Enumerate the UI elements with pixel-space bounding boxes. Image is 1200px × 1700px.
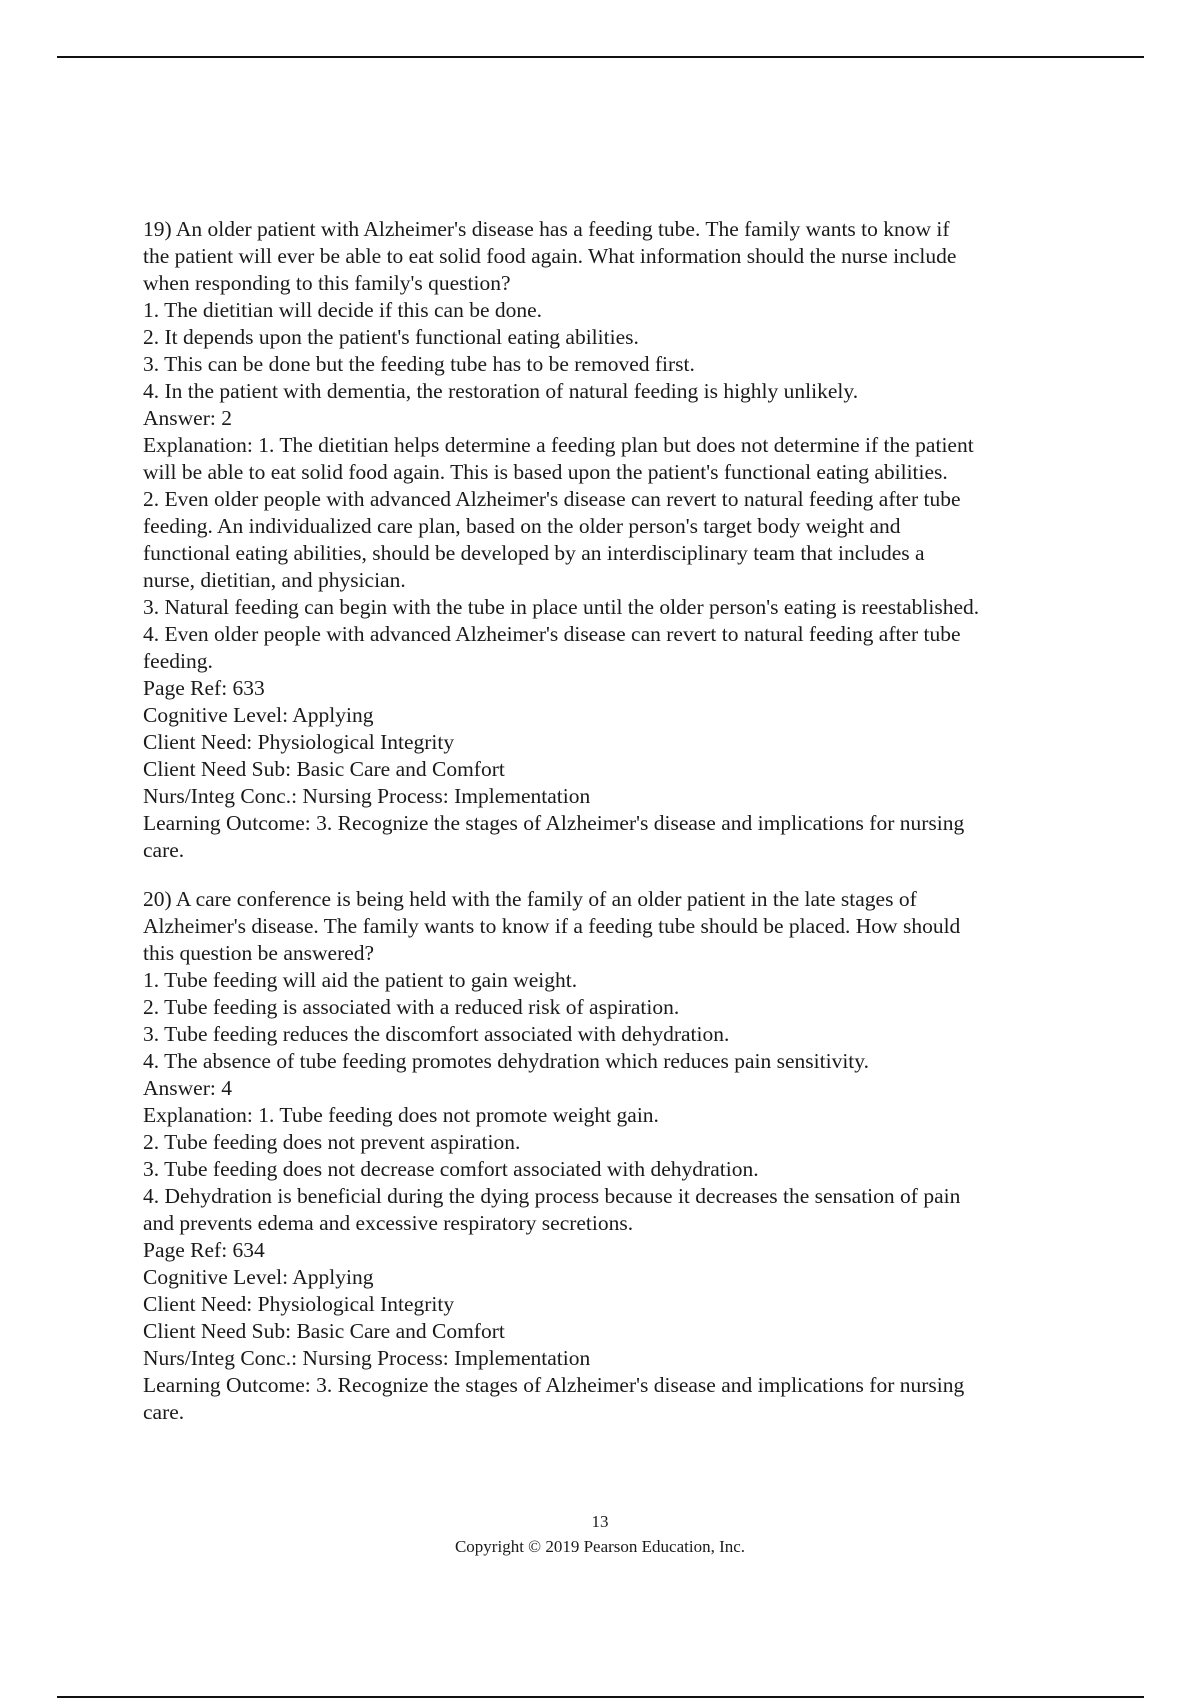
answer-option: 4. The absence of tube feeding promotes dehydration which reduces pain sensitivity. (143, 1049, 870, 1073)
meta-line: Page Ref: 633 (143, 676, 265, 700)
answer-key: Answer: 2 (143, 406, 232, 430)
answer-option: 1. The dietitian will decide if this can be done. (143, 298, 543, 322)
meta-line: Client Need Sub: Basic Care and Comfort (143, 757, 505, 781)
explanation-line: 3. Tube feeding does not decrease comfort associated with dehydration. (143, 1157, 759, 1181)
answer-option: 3. This can be done but the feeding tube has to be removed first. (143, 352, 695, 376)
meta-line: Page Ref: 634 (143, 1238, 265, 1262)
page-number: 13 (591, 1512, 609, 1531)
explanation-line: Explanation: 1. Tube feeding does not promote weight gain. (143, 1103, 659, 1127)
explanation-line: will be able to eat solid food again. This is based upon the patient's functional eating abilities. (143, 460, 948, 484)
explanation-line: feeding. An individualized care plan, based on the older person's target body weight and (143, 514, 901, 538)
copyright-notice: Copyright © 2019 Pearson Education, Inc. (454, 1537, 746, 1556)
answer-option: 4. In the patient with dementia, the restoration of natural feeding is highly unlikely. (143, 379, 859, 403)
question-separator (143, 864, 1063, 886)
top-rule (57, 56, 1144, 58)
answer-option: 1. Tube feeding will aid the patient to gain weight. (143, 968, 578, 992)
question-block (143, 886, 1063, 1426)
question-stem-line: this question be answered? (143, 941, 375, 965)
meta-line: Learning Outcome: 3. Recognize the stages of Alzheimer's disease and implications for nursing (143, 1373, 965, 1397)
question-stem-line: Alzheimer's disease. The family wants to know if a feeding tube should be placed. How should (143, 914, 961, 938)
answer-option: 2. It depends upon the patient's functional eating abilities. (143, 325, 639, 349)
explanation-line: 2. Even older people with advanced Alzheimer's disease can revert to natural feeding after tube (143, 487, 961, 511)
explanation-line: 3. Natural feeding can begin with the tube in place until the older person's eating is reestablished. (143, 595, 980, 619)
explanation-line: 4. Even older people with advanced Alzheimer's disease can revert to natural feeding after tube (143, 622, 961, 646)
question-stem-line: when responding to this family's question? (143, 271, 511, 295)
question-stem-line: 20) A care conference is being held with the family of an older patient in the late stages of (143, 887, 917, 911)
answer-option: 2. Tube feeding is associated with a reduced risk of aspiration. (143, 995, 680, 1019)
question-block (143, 216, 1063, 864)
meta-line: Cognitive Level: Applying (143, 703, 374, 727)
meta-line: Client Need Sub: Basic Care and Comfort (143, 1319, 505, 1343)
explanation-line: feeding. (143, 649, 213, 673)
explanation-line: nurse, dietitian, and physician. (143, 568, 406, 592)
question-stem-line: the patient will ever be able to eat solid food again. What information should the nurse include (143, 244, 957, 268)
meta-line: Nurs/Integ Conc.: Nursing Process: Implementation (143, 784, 591, 808)
meta-line: care. (143, 1400, 185, 1424)
answer-key: Answer: 4 (143, 1076, 232, 1100)
explanation-line: Explanation: 1. The dietitian helps determine a feeding plan but does not determine if the patient (143, 433, 974, 457)
meta-line: Client Need: Physiological Integrity (143, 730, 455, 754)
explanation-line: functional eating abilities, should be developed by an interdisciplinary team that includes a (143, 541, 925, 565)
bottom-rule (57, 1696, 1144, 1698)
meta-line: Cognitive Level: Applying (143, 1265, 374, 1289)
explanation-line: 2. Tube feeding does not prevent aspiration. (143, 1130, 521, 1154)
question-stem-line: 19) An older patient with Alzheimer's disease has a feeding tube. The family wants to know if (143, 217, 950, 241)
meta-line: care. (143, 838, 185, 862)
meta-line: Nurs/Integ Conc.: Nursing Process: Implementation (143, 1346, 591, 1370)
meta-line: Learning Outcome: 3. Recognize the stages of Alzheimer's disease and implications for nursing (143, 811, 965, 835)
answer-option: 3. Tube feeding reduces the discomfort associated with dehydration. (143, 1022, 730, 1046)
explanation-line: and prevents edema and excessive respiratory secretions. (143, 1211, 634, 1235)
page-content (143, 216, 1063, 1426)
meta-line: Client Need: Physiological Integrity (143, 1292, 455, 1316)
explanation-line: 4. Dehydration is beneficial during the dying process because it decreases the sensation of pain (143, 1184, 961, 1208)
